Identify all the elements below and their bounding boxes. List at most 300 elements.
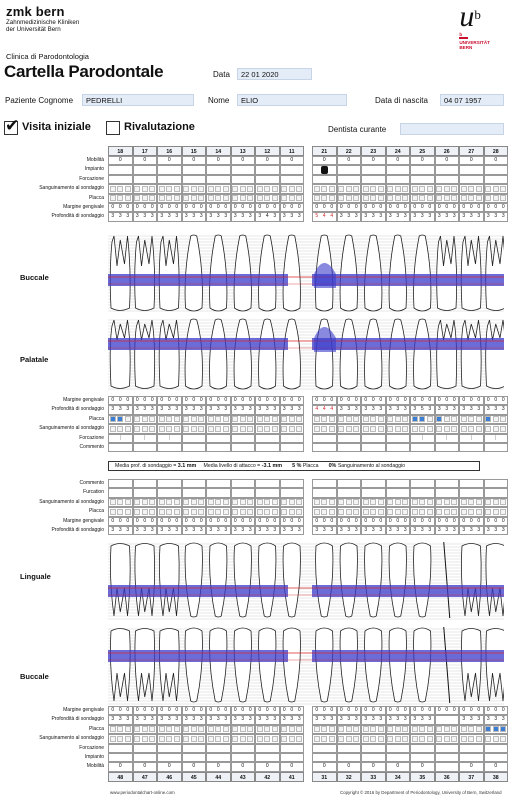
chart-cell[interactable] [133,744,158,753]
chart-cell[interactable] [157,184,182,193]
chart-cell[interactable]: 0 0 0 [386,396,411,405]
chart-cell[interactable] [386,753,411,762]
chart-cell[interactable]: 0 0 0 [484,706,509,715]
chart-cell[interactable] [410,479,435,488]
chart-cell[interactable]: 3 3 3 [337,212,362,221]
chart-cell[interactable]: 0 0 0 [386,706,411,715]
chart-cell[interactable]: 3 3 3 [231,715,256,724]
chart-cell[interactable] [157,488,182,497]
chart-cell[interactable] [484,424,509,433]
chart-cell[interactable] [133,184,158,193]
chart-cell[interactable]: 3 3 3 [361,715,386,724]
chart-cell[interactable] [280,507,305,516]
chart-cell[interactable] [280,434,305,443]
chart-cell[interactable]: 3 3 3 [459,526,484,535]
chart-cell[interactable] [255,415,280,424]
chart-cell[interactable] [337,194,362,203]
chart-cell[interactable]: 0 0 0 [410,517,435,526]
chart-cell[interactable] [435,424,460,433]
chart-cell[interactable]: 0 [280,762,305,771]
chart-cell[interactable] [337,734,362,743]
chart-cell[interactable] [280,479,305,488]
chart-cell[interactable] [361,443,386,452]
chart-cell[interactable]: 3 3 3 [280,526,305,535]
chart-cell[interactable]: 0 [206,762,231,771]
chart-cell[interactable]: | [133,434,158,443]
chart-cell[interactable]: 0 [386,762,411,771]
chart-cell[interactable]: 3 3 3 [410,212,435,221]
chart-cell[interactable] [337,753,362,762]
chart-cell[interactable]: 0 0 0 [255,396,280,405]
chart-cell[interactable]: 0 0 0 [484,203,509,212]
chart-cell[interactable] [206,753,231,762]
chart-cell[interactable] [108,725,133,734]
chart-cell[interactable] [484,753,509,762]
chart-cell[interactable] [386,488,411,497]
chart-cell[interactable]: 0 0 0 [206,517,231,526]
chart-cell[interactable]: 0 0 0 [410,396,435,405]
chart-cell[interactable]: 0 [410,156,435,165]
chart-cell[interactable] [255,507,280,516]
chart-cell[interactable] [337,744,362,753]
chart-cell[interactable] [435,498,460,507]
chart-cell[interactable] [435,194,460,203]
chart-cell[interactable]: 3 3 3 [231,526,256,535]
chart-cell[interactable] [435,415,460,424]
chart-cell[interactable] [484,488,509,497]
chart-cell[interactable]: 3 3 3 [108,526,133,535]
chart-cell[interactable]: 0 [280,156,305,165]
chart-cell[interactable] [410,175,435,184]
chart-cell[interactable]: 0 [484,156,509,165]
chart-cell[interactable] [108,744,133,753]
chart-cell[interactable] [231,194,256,203]
date-field[interactable]: 22 01 2020 [237,68,312,80]
chart-cell[interactable]: 3 3 3 [459,405,484,414]
chart-cell[interactable] [312,424,337,433]
chart-cell[interactable] [108,753,133,762]
chart-cell[interactable] [337,488,362,497]
chart-cell[interactable] [361,194,386,203]
chart-cell[interactable] [157,753,182,762]
dentist-field[interactable] [400,123,504,135]
chart-cell[interactable]: 0 0 0 [361,517,386,526]
dob-field[interactable]: 04 07 1957 [440,94,504,106]
chart-cell[interactable]: 0 0 0 [108,396,133,405]
chart-cell[interactable] [312,443,337,452]
chart-cell[interactable] [435,184,460,193]
chart-cell[interactable] [108,479,133,488]
chart-cell[interactable] [255,488,280,497]
chart-cell[interactable]: 0 [108,156,133,165]
chart-cell[interactable] [231,175,256,184]
chart-cell[interactable]: 3 3 3 [386,405,411,414]
chart-cell[interactable] [182,725,207,734]
chart-cell[interactable]: 3 3 3 [280,212,305,221]
chart-cell[interactable] [231,734,256,743]
chart-cell[interactable] [410,507,435,516]
chart-cell[interactable] [410,424,435,433]
chart-cell[interactable]: 3 3 3 [484,526,509,535]
chart-cell[interactable] [386,175,411,184]
chart-cell[interactable] [108,734,133,743]
chart-cell[interactable]: 0 0 0 [108,517,133,526]
chart-cell[interactable]: 0 [361,156,386,165]
chart-cell[interactable]: 0 0 0 [312,706,337,715]
chart-cell[interactable]: 0 0 0 [361,706,386,715]
chart-cell[interactable] [312,165,337,174]
chart-cell[interactable] [484,184,509,193]
chart-cell[interactable] [280,734,305,743]
chart-cell[interactable] [133,415,158,424]
initial-visit-checkbox[interactable] [4,121,18,135]
chart-cell[interactable] [484,744,509,753]
chart-cell[interactable] [206,443,231,452]
chart-cell[interactable] [435,744,460,753]
chart-cell[interactable] [108,443,133,452]
chart-cell[interactable] [386,415,411,424]
chart-cell[interactable] [133,443,158,452]
chart-cell[interactable]: 4 4 4 [312,405,337,414]
chart-cell[interactable] [157,507,182,516]
chart-cell[interactable] [280,175,305,184]
chart-cell[interactable]: 3 3 3 [157,405,182,414]
chart-cell[interactable] [280,488,305,497]
chart-cell[interactable] [108,175,133,184]
chart-cell[interactable] [206,507,231,516]
chart-cell[interactable] [337,424,362,433]
chart-cell[interactable] [312,479,337,488]
chart-cell[interactable] [484,415,509,424]
chart-cell[interactable]: 0 0 0 [280,203,305,212]
chart-cell[interactable] [255,194,280,203]
chart-cell[interactable] [337,165,362,174]
chart-cell[interactable] [312,434,337,443]
chart-cell[interactable]: 3 3 3 [255,405,280,414]
chart-cell[interactable] [435,725,460,734]
chart-cell[interactable]: 3 3 3 [459,715,484,724]
chart-cell[interactable]: 0 0 0 [280,706,305,715]
chart-cell[interactable] [182,443,207,452]
chart-cell[interactable]: 0 0 0 [133,203,158,212]
chart-cell[interactable] [206,415,231,424]
chart-cell[interactable]: 3 3 3 [410,715,435,724]
chart-cell[interactable] [231,744,256,753]
chart-cell[interactable] [386,424,411,433]
chart-cell[interactable]: 0 [255,156,280,165]
chart-cell[interactable]: 0 0 0 [157,396,182,405]
chart-cell[interactable] [108,194,133,203]
chart-cell[interactable] [157,443,182,452]
chart-cell[interactable] [386,744,411,753]
chart-cell[interactable] [435,734,460,743]
chart-cell[interactable]: 0 0 0 [386,517,411,526]
chart-cell[interactable]: 0 [410,762,435,771]
chart-cell[interactable] [182,734,207,743]
chart-cell[interactable] [157,415,182,424]
chart-cell[interactable]: 0 0 0 [435,517,460,526]
chart-cell[interactable]: 3 3 3 [312,715,337,724]
chart-cell[interactable] [231,507,256,516]
chart-cell[interactable] [231,488,256,497]
chart-cell[interactable] [337,415,362,424]
chart-cell[interactable]: 0 0 0 [133,396,158,405]
chart-cell[interactable]: 3 3 3 [182,212,207,221]
chart-cell[interactable] [312,507,337,516]
chart-cell[interactable]: 0 0 0 [133,706,158,715]
chart-cell[interactable]: 3 3 3 [337,526,362,535]
chart-cell[interactable]: 3 3 3 [206,715,231,724]
chart-cell[interactable] [337,434,362,443]
chart-cell[interactable]: 3 3 3 [133,405,158,414]
chart-cell[interactable] [231,184,256,193]
chart-cell[interactable]: 0 [459,762,484,771]
chart-cell[interactable] [133,165,158,174]
chart-cell[interactable] [133,424,158,433]
chart-cell[interactable]: 0 0 0 [280,517,305,526]
chart-cell[interactable] [337,507,362,516]
chart-cell[interactable] [312,415,337,424]
chart-cell[interactable] [459,415,484,424]
chart-cell[interactable] [231,434,256,443]
chart-cell[interactable]: 3 3 3 [361,212,386,221]
chart-cell[interactable]: 0 [157,156,182,165]
chart-cell[interactable] [386,184,411,193]
chart-cell[interactable] [108,184,133,193]
chart-cell[interactable] [182,194,207,203]
chart-cell[interactable]: 0 [386,156,411,165]
chart-cell[interactable] [182,415,207,424]
chart-cell[interactable] [386,479,411,488]
chart-cell[interactable] [280,184,305,193]
chart-cell[interactable]: 3 3 3 [386,526,411,535]
chart-cell[interactable] [231,443,256,452]
chart-cell[interactable] [206,725,231,734]
chart-cell[interactable] [108,415,133,424]
chart-cell[interactable] [312,753,337,762]
chart-cell[interactable] [386,507,411,516]
chart-cell[interactable] [459,488,484,497]
chart-cell[interactable] [410,194,435,203]
chart-cell[interactable] [157,744,182,753]
chart-cell[interactable]: 0 [206,156,231,165]
chart-cell[interactable] [255,744,280,753]
chart-cell[interactable] [108,165,133,174]
chart-cell[interactable] [386,434,411,443]
name-field[interactable]: ELIO [237,94,347,106]
chart-cell[interactable] [133,725,158,734]
chart-cell[interactable] [157,725,182,734]
chart-cell[interactable] [231,415,256,424]
chart-cell[interactable]: 0 0 0 [312,517,337,526]
chart-cell[interactable]: | [459,434,484,443]
chart-cell[interactable]: 0 [312,156,337,165]
chart-cell[interactable] [312,194,337,203]
chart-cell[interactable] [255,725,280,734]
chart-cell[interactable] [312,488,337,497]
chart-cell[interactable] [361,424,386,433]
chart-cell[interactable] [157,194,182,203]
chart-cell[interactable] [361,479,386,488]
chart-cell[interactable]: 0 0 0 [206,706,231,715]
chart-cell[interactable] [206,184,231,193]
chart-cell[interactable] [337,479,362,488]
chart-cell[interactable] [182,753,207,762]
chart-cell[interactable]: 0 [231,762,256,771]
chart-cell[interactable] [337,498,362,507]
chart-cell[interactable]: 0 0 0 [206,203,231,212]
chart-cell[interactable] [206,165,231,174]
chart-cell[interactable] [459,175,484,184]
chart-cell[interactable]: 0 0 0 [435,396,460,405]
chart-cell[interactable] [459,184,484,193]
chart-cell[interactable] [459,507,484,516]
chart-cell[interactable]: 3 3 3 [435,212,460,221]
chart-cell[interactable] [231,424,256,433]
chart-cell[interactable] [386,734,411,743]
chart-cell[interactable] [182,507,207,516]
chart-cell[interactable]: 0 0 0 [182,517,207,526]
chart-cell[interactable]: 3 3 3 [133,715,158,724]
chart-cell[interactable] [182,424,207,433]
chart-cell[interactable] [231,725,256,734]
chart-cell[interactable] [312,734,337,743]
chart-cell[interactable] [337,175,362,184]
chart-cell[interactable]: 0 0 0 [337,517,362,526]
chart-cell[interactable] [386,194,411,203]
chart-cell[interactable]: 0 [231,156,256,165]
chart-cell[interactable] [459,424,484,433]
chart-cell[interactable] [133,194,158,203]
chart-cell[interactable]: 0 [484,762,509,771]
chart-cell[interactable]: 3 3 3 [157,715,182,724]
chart-cell[interactable] [435,715,460,724]
chart-cell[interactable] [255,184,280,193]
chart-cell[interactable] [182,165,207,174]
chart-cell[interactable]: 0 [337,156,362,165]
chart-cell[interactable]: 3 3 3 [133,212,158,221]
chart-cell[interactable] [157,175,182,184]
chart-cell[interactable] [231,479,256,488]
chart-cell[interactable]: 0 [361,762,386,771]
chart-cell[interactable]: 0 0 0 [182,706,207,715]
chart-cell[interactable]: 3 5 3 [410,405,435,414]
chart-cell[interactable] [386,725,411,734]
chart-cell[interactable] [133,507,158,516]
chart-cell[interactable]: 3 3 3 [312,526,337,535]
chart-cell[interactable]: 0 0 0 [361,203,386,212]
chart-cell[interactable] [255,434,280,443]
chart-cell[interactable]: 0 0 0 [157,706,182,715]
chart-cell[interactable]: 3 3 3 [182,405,207,414]
chart-cell[interactable]: 0 0 0 [337,396,362,405]
chart-cell[interactable] [484,479,509,488]
chart-cell[interactable] [410,498,435,507]
chart-cell[interactable] [206,734,231,743]
chart-cell[interactable] [108,488,133,497]
chart-cell[interactable] [459,479,484,488]
chart-cell[interactable] [108,424,133,433]
chart-cell[interactable] [157,498,182,507]
chart-cell[interactable] [206,194,231,203]
chart-cell[interactable] [133,498,158,507]
chart-cell[interactable]: 3 3 3 [108,405,133,414]
reeval-checkbox[interactable] [106,121,120,135]
chart-cell[interactable] [435,165,460,174]
chart-cell[interactable] [361,507,386,516]
chart-cell[interactable] [484,175,509,184]
chart-cell[interactable]: | [410,434,435,443]
chart-cell[interactable]: | [108,434,133,443]
chart-cell[interactable] [206,498,231,507]
chart-cell[interactable]: 0 0 0 [108,203,133,212]
chart-cell[interactable] [435,479,460,488]
chart-cell[interactable]: 3 3 3 [182,526,207,535]
chart-cell[interactable]: 3 3 3 [206,405,231,414]
chart-cell[interactable]: 0 0 0 [231,706,256,715]
chart-cell[interactable]: 0 0 0 [410,706,435,715]
chart-cell[interactable] [459,744,484,753]
chart-cell[interactable] [459,165,484,174]
chart-cell[interactable] [484,507,509,516]
chart-cell[interactable]: 3 3 3 [108,212,133,221]
chart-cell[interactable] [312,744,337,753]
chart-cell[interactable] [182,175,207,184]
chart-cell[interactable]: 0 0 0 [337,203,362,212]
chart-cell[interactable] [459,498,484,507]
chart-cell[interactable] [133,753,158,762]
chart-cell[interactable] [459,194,484,203]
chart-cell[interactable]: 3 3 3 [280,405,305,414]
chart-cell[interactable] [108,498,133,507]
chart-cell[interactable] [280,194,305,203]
chart-cell[interactable] [133,488,158,497]
chart-cell[interactable]: 0 0 0 [459,396,484,405]
chart-cell[interactable] [459,753,484,762]
chart-cell[interactable] [182,479,207,488]
chart-cell[interactable] [312,498,337,507]
chart-cell[interactable] [361,725,386,734]
chart-cell[interactable] [206,434,231,443]
chart-cell[interactable] [206,175,231,184]
chart-cell[interactable] [206,479,231,488]
chart-cell[interactable]: 5 4 4 [312,212,337,221]
chart-cell[interactable] [435,488,460,497]
chart-cell[interactable] [435,175,460,184]
chart-cell[interactable] [361,734,386,743]
chart-cell[interactable] [361,488,386,497]
chart-cell[interactable] [410,443,435,452]
chart-cell[interactable]: 0 0 0 [182,203,207,212]
chart-cell[interactable]: 0 0 0 [484,396,509,405]
chart-cell[interactable]: 0 [459,156,484,165]
chart-cell[interactable] [206,488,231,497]
chart-cell[interactable] [280,744,305,753]
chart-cell[interactable] [280,725,305,734]
chart-cell[interactable] [459,725,484,734]
chart-cell[interactable]: 3 3 3 [484,405,509,414]
chart-cell[interactable]: 0 0 0 [108,706,133,715]
chart-cell[interactable] [133,734,158,743]
chart-cell[interactable] [280,424,305,433]
chart-cell[interactable]: 0 0 0 [459,203,484,212]
chart-cell[interactable]: 3 3 3 [206,212,231,221]
chart-cell[interactable] [410,753,435,762]
chart-cell[interactable]: 0 0 0 [312,203,337,212]
chart-cell[interactable]: 0 0 0 [255,203,280,212]
chart-cell[interactable] [410,488,435,497]
chart-cell[interactable] [312,725,337,734]
